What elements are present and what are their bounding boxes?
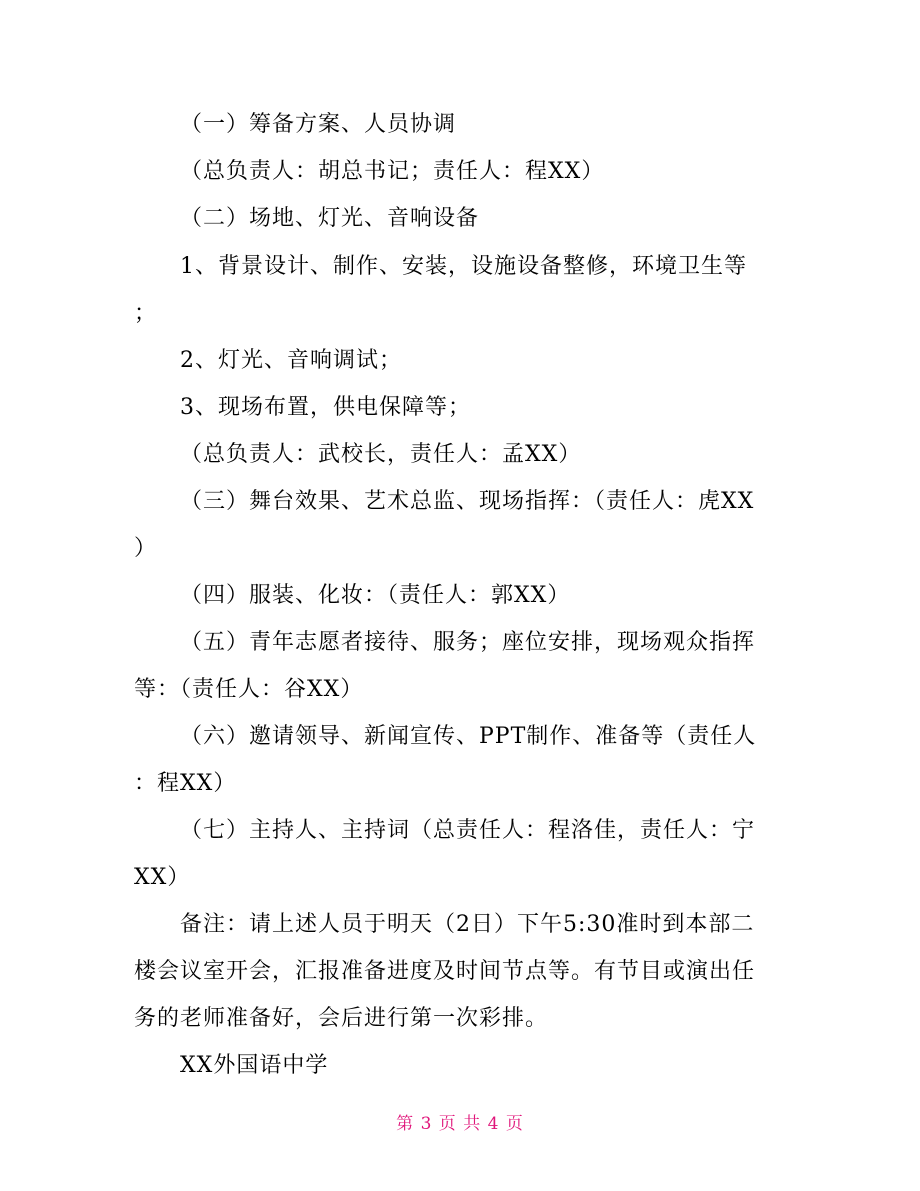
- text-line-19: 楼会议室开会，汇报准备进度及时间节点等。有节目或演出任: [134, 959, 756, 984]
- text-line-5: ；: [134, 301, 158, 326]
- text-line-15: ：程XX）: [134, 771, 237, 796]
- text-line-14: （六）邀请领导、新闻宣传、PPT制作、准备等（责任人: [180, 724, 757, 749]
- text-line-10: ）: [134, 536, 158, 561]
- text-line-17: XX）: [134, 865, 191, 890]
- text-line-7: 3、现场布置，供电保障等；: [180, 395, 471, 420]
- text-line-1: （一）筹备方案、人员协调: [180, 112, 457, 137]
- page-number-footer: 第 3 页 共 4 页: [396, 1114, 524, 1134]
- text-line-6: 2、灯光、音响调试；: [180, 348, 402, 373]
- text-line-12: （五）青年志愿者接待、服务；座位安排，现场观众指挥: [180, 630, 756, 655]
- text-line-8: （总负责人：武校长，责任人：孟XX）: [180, 442, 582, 467]
- text-line-16: （七）主持人、主持词（总责任人：程洛佳，责任人：宁: [180, 818, 756, 843]
- signature-school: XX外国语中学: [180, 1053, 329, 1078]
- text-line-3: （二）场地、灯光、音响设备: [180, 206, 480, 231]
- text-line-2: （总负责人：胡总书记；责任人：程XX）: [180, 159, 605, 184]
- text-line-18: 备注：请上述人员于明天（2日）下午5:30准时到本部二: [180, 912, 755, 937]
- text-line-9: （三）舞台效果、艺术总监、现场指挥：（责任人：虎XX: [180, 489, 755, 514]
- text-line-11: （四）服装、化妆：（责任人：郭XX）: [180, 583, 571, 608]
- text-line-20: 务的老师准备好，会后进行第一次彩排。: [134, 1006, 549, 1031]
- text-line-13: 等：（责任人：谷XX）: [134, 677, 364, 702]
- text-line-4: 1、背景设计、制作、安装，设施设备整修，环境卫生等: [180, 254, 747, 279]
